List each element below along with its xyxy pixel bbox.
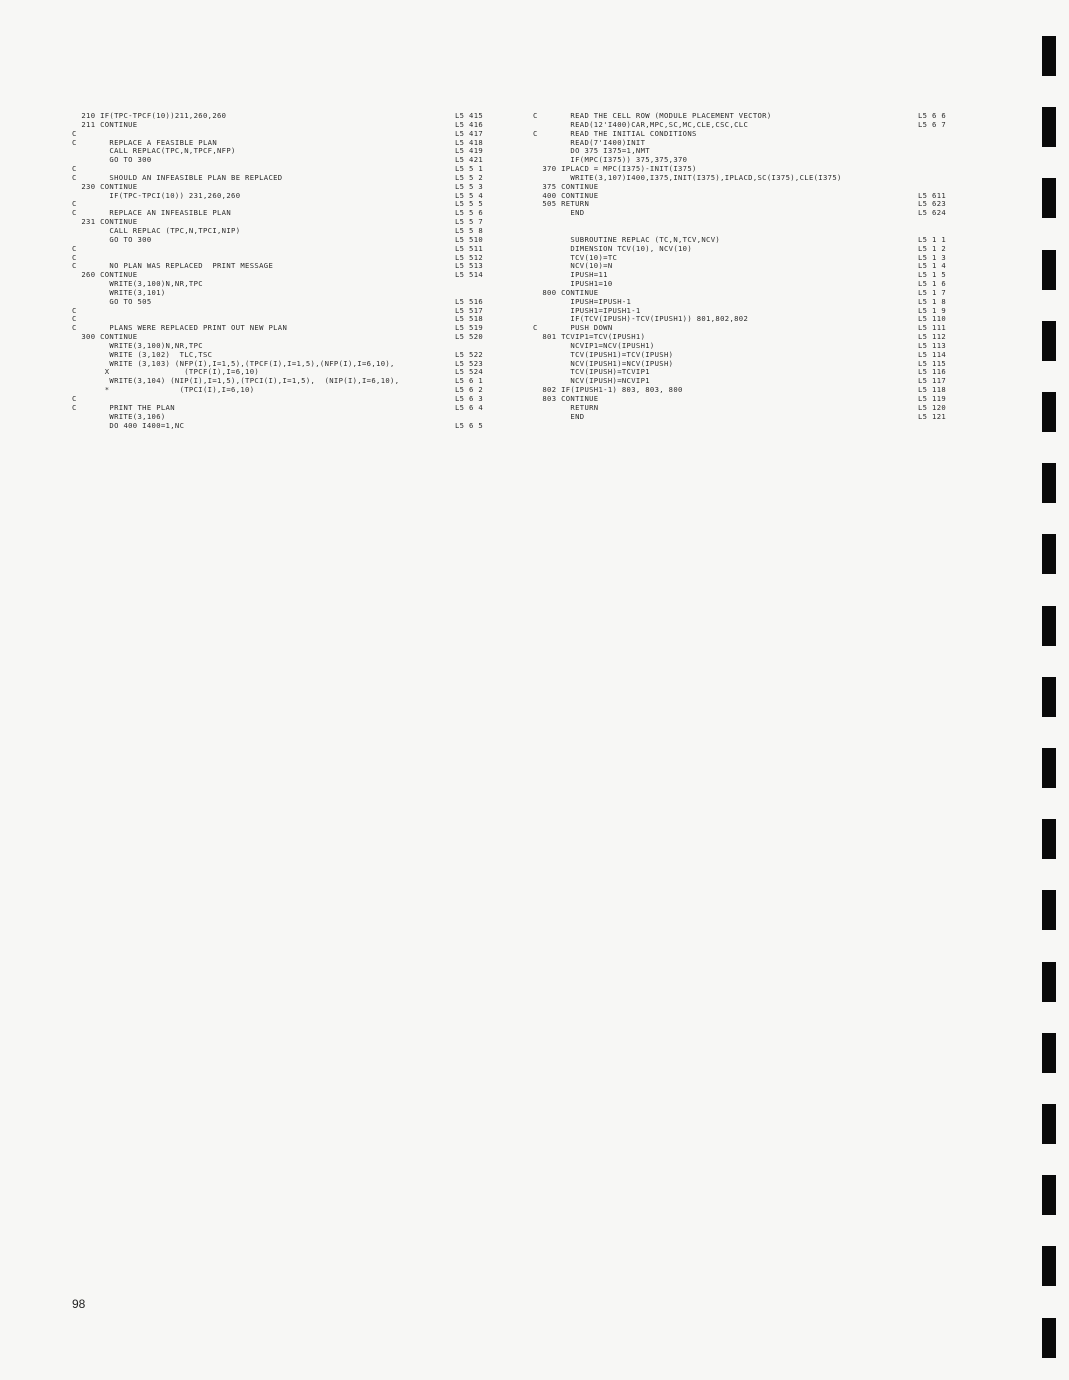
code-statement: C READ THE INITIAL CONDITIONS (533, 128, 697, 138)
code-line (72, 386, 492, 395)
code-statement: 211 CONTINUE (72, 119, 138, 129)
sequence-number: L5 6 3 (455, 394, 484, 403)
code-statement: 801 TCVIP1=TCV(IPUSH1) (533, 332, 646, 342)
sequence-number: L5 6 2 (455, 385, 484, 395)
code-line (533, 209, 953, 218)
sequence-number: L5 523 (455, 358, 484, 368)
sequence-number: L5 5 7 (455, 217, 484, 227)
code-statement: TCV(10)=TC (533, 252, 618, 262)
code-line (72, 156, 492, 165)
binding-hole-mark (1042, 1033, 1056, 1073)
code-statement: C (72, 305, 77, 315)
code-line (72, 192, 492, 201)
sequence-number: L5 1 2 (918, 243, 947, 253)
code-statement: WRITE (3,103) (NFP(I),I=1,5),(TPCF(I),I=1,5),(NFP(I),I=6,10), (72, 358, 395, 368)
code-statement: END (533, 411, 585, 421)
code-statement: IPUSH1=IPUSH1-1 (533, 305, 641, 315)
binding-hole-mark (1042, 1246, 1056, 1286)
code-statement: SUBROUTINE REPLAC (TC,N,TCV,NCV) (533, 234, 721, 244)
sequence-number: L5 624 (918, 208, 947, 218)
code-statement: C NO PLAN WAS REPLACED PRINT MESSAGE (72, 261, 274, 271)
code-statement: C READ THE CELL ROW (MODULE PLACEMENT VECTOR) (533, 111, 772, 120)
binding-hole-mark (1042, 178, 1056, 218)
code-statement: READ(12'I400)CAR,MPC,SC,MC,CLE,CSC,CLC (533, 119, 749, 129)
code-statement: C SHOULD AN INFEASIBLE PLAN BE REPLACED (72, 172, 283, 182)
code-statement: C PLANS WERE REPLACED PRINT OUT NEW PLAN (72, 323, 288, 333)
code-line (72, 307, 492, 316)
sequence-number: L5 418 (455, 137, 484, 147)
sequence-number: L5 511 (455, 243, 484, 253)
sequence-number: L5 119 (918, 394, 947, 403)
left-code-column (72, 112, 492, 430)
code-line (72, 236, 492, 245)
sequence-number: L5 514 (455, 270, 484, 280)
code-statement: IPUSH=IPUSH-1 (533, 296, 632, 306)
code-statement: WRITE (3,102) TLC,TSC (72, 349, 213, 359)
code-statement: 230 CONTINUE (72, 181, 138, 191)
code-statement: * (TPCI(I),I=6,10) (72, 385, 255, 395)
binding-hole-mark (1042, 1318, 1056, 1358)
binding-hole-mark (1042, 107, 1056, 147)
code-line (533, 413, 953, 422)
binding-hole-mark (1042, 819, 1056, 859)
binding-hole-mark (1042, 890, 1056, 930)
binding-hole-mark (1042, 463, 1056, 503)
sequence-number: L5 6 4 (455, 402, 484, 412)
sequence-number: L5 522 (455, 349, 484, 359)
code-statement: WRITE(3,100)N,NR,TPC (72, 340, 203, 350)
code-statement: CALL REPLAC (TPC,N,TPCI,NIP) (72, 225, 241, 235)
code-line (533, 192, 953, 201)
sequence-number: L5 520 (455, 332, 484, 342)
sequence-number: L5 5 3 (455, 181, 484, 191)
sequence-number: L5 120 (918, 402, 947, 412)
code-statement: NCV(IPUSH1)=NCV(IPUSH) (533, 358, 674, 368)
code-line (72, 298, 492, 307)
code-statement: DO 400 I400=1,NC (72, 420, 185, 430)
sequence-number: L5 1 8 (918, 296, 947, 306)
sequence-number: L5 415 (455, 111, 484, 120)
binding-hole-mark (1042, 534, 1056, 574)
code-statement: IPUSH=11 (533, 270, 608, 280)
sequence-number: L5 5 6 (455, 208, 484, 218)
code-statement: GO TO 300 (72, 155, 152, 165)
code-statement: NCV(10)=N (533, 261, 613, 271)
sequence-number: L5 6 5 (455, 420, 484, 430)
sequence-number: L5 5 2 (455, 172, 484, 182)
sequence-number: L5 1 5 (918, 270, 947, 280)
code-statement: TCV(IPUSH1)=TCV(IPUSH) (533, 349, 674, 359)
code-statement: C (72, 199, 77, 209)
code-statement: DIMENSION TCV(10), NCV(10) (533, 243, 693, 253)
code-statement: DO 375 I375=1,NMT (533, 146, 650, 156)
code-statement: NCVIP1=NCV(IPUSH1) (533, 340, 655, 350)
code-statement: C REPLACE AN INFEASIBLE PLAN (72, 208, 232, 218)
sequence-number: L5 111 (918, 323, 947, 333)
code-statement: WRITE(3,104) (NIP(I),I=1,5),(TPCI(I),I=1,5), (NIP(I),I=6,10), (72, 376, 400, 386)
code-statement: C PUSH DOWN (533, 323, 613, 333)
binding-hole-mark (1042, 36, 1056, 76)
code-line (72, 245, 492, 254)
code-line (72, 121, 492, 130)
sequence-number: L5 518 (455, 314, 484, 324)
sequence-number: L5 5 4 (455, 190, 484, 200)
code-statement: X (TPCF(I),I=6,10) (72, 367, 260, 377)
binding-hole-mark (1042, 748, 1056, 788)
code-statement: IF(MPC(I375)) 375,375,370 (533, 155, 688, 165)
code-statement: GO TO 505 (72, 296, 152, 306)
code-statement: C (72, 314, 77, 324)
code-statement: READ(7'I400)INIT (533, 137, 646, 147)
code-statement: IF(TCV(IPUSH)-TCV(IPUSH1)) 801,802,802 (533, 314, 749, 324)
sequence-number: L5 1 1 (918, 234, 947, 244)
code-line (72, 422, 492, 431)
code-statement: 210 IF(TPC-TPCF(10))211,260,260 (72, 111, 227, 120)
sequence-number: L5 1 9 (918, 305, 947, 315)
binding-hole-mark (1042, 962, 1056, 1002)
sequence-number: L5 112 (918, 332, 947, 342)
code-statement: RETURN (533, 402, 599, 412)
code-statement: WRITE(3,101) (72, 287, 166, 297)
binding-hole-mark (1042, 1104, 1056, 1144)
code-statement: IF(TPC-TPCI(10)) 231,260,260 (72, 190, 241, 200)
code-statement: C PRINT THE PLAN (72, 402, 175, 412)
sequence-number: L5 517 (455, 305, 484, 315)
binding-hole-mark (1042, 677, 1056, 717)
code-statement: 375 CONTINUE (533, 181, 599, 191)
binding-hole-mark (1042, 392, 1056, 432)
sequence-number: L5 5 5 (455, 199, 484, 209)
sequence-number: L5 114 (918, 349, 947, 359)
code-statement: C (72, 252, 77, 262)
code-statement: 231 CONTINUE (72, 217, 138, 227)
sequence-number: L5 623 (918, 199, 947, 209)
sequence-number: L5 421 (455, 155, 484, 165)
sequence-number: L5 1 6 (918, 279, 947, 289)
code-statement: WRITE(3,107)I400,I375,INIT(I375),IPLACD,SC(I375),CLE(I375) (533, 172, 842, 182)
code-statement: C (72, 394, 77, 403)
code-line (533, 404, 953, 413)
code-statement: C (72, 243, 77, 253)
sequence-number: L5 524 (455, 367, 484, 377)
code-statement: TCV(IPUSH)=TCVIP1 (533, 367, 650, 377)
sequence-number: L5 118 (918, 385, 947, 395)
sequence-number: L5 512 (455, 252, 484, 262)
sequence-number: L5 519 (455, 323, 484, 333)
sequence-number: L5 419 (455, 146, 484, 156)
code-statement: WRITE(3,106) (72, 411, 166, 421)
code-statement: 803 CONTINUE (533, 394, 599, 403)
sequence-number: L5 1 7 (918, 287, 947, 297)
binding-holes (1042, 0, 1056, 1380)
sequence-number: L5 416 (455, 119, 484, 129)
sequence-number: L5 6 6 (918, 111, 947, 120)
code-statement: 400 CONTINUE (533, 190, 599, 200)
sequence-number: L5 5 1 (455, 164, 484, 174)
right-code-column (533, 112, 953, 422)
binding-hole-mark (1042, 321, 1056, 361)
sequence-number: L5 115 (918, 358, 947, 368)
code-statement: C (72, 128, 77, 138)
sequence-number: L5 117 (918, 376, 947, 386)
code-statement: IPUSH1=10 (533, 279, 613, 289)
code-statement: GO TO 300 (72, 234, 152, 244)
sequence-number: L5 1 4 (918, 261, 947, 271)
sequence-number: L5 417 (455, 128, 484, 138)
page-number: 98 (72, 1297, 86, 1311)
code-statement: 802 IF(IPUSH1-1) 803, 803, 800 (533, 385, 683, 395)
binding-hole-mark (1042, 1175, 1056, 1215)
sequence-number: L5 510 (455, 234, 484, 244)
code-statement: C (72, 164, 77, 174)
sequence-number: L5 611 (918, 190, 947, 200)
code-statement: 800 CONTINUE (533, 287, 599, 297)
code-statement: 300 CONTINUE (72, 332, 138, 342)
code-statement: WRITE(3,100)N,NR,TPC (72, 279, 203, 289)
sequence-number: L5 513 (455, 261, 484, 271)
sequence-number: L5 1 3 (918, 252, 947, 262)
sequence-number: L5 113 (918, 340, 947, 350)
binding-hole-mark (1042, 606, 1056, 646)
code-statement: END (533, 208, 585, 218)
sequence-number: L5 116 (918, 367, 947, 377)
code-line (533, 218, 953, 227)
code-statement: CALL REPLAC(TPC,N,TPCF,NFP) (72, 146, 236, 156)
code-statement: 260 CONTINUE (72, 270, 138, 280)
sequence-number: L5 6 7 (918, 119, 947, 129)
sequence-number: L5 6 1 (455, 376, 484, 386)
code-line (533, 200, 953, 209)
code-statement: NCV(IPUSH)=NCVIP1 (533, 376, 650, 386)
sequence-number: L5 121 (918, 411, 947, 421)
code-statement: 370 IPLACD = MPC(I375)-INIT(I375) (533, 164, 697, 174)
sequence-number: L5 110 (918, 314, 947, 324)
sequence-number: L5 516 (455, 296, 484, 306)
sequence-number: L5 5 8 (455, 225, 484, 235)
code-statement: 505 RETURN (533, 199, 590, 209)
binding-hole-mark (1042, 250, 1056, 290)
code-statement: C REPLACE A FEASIBLE PLAN (72, 137, 217, 147)
